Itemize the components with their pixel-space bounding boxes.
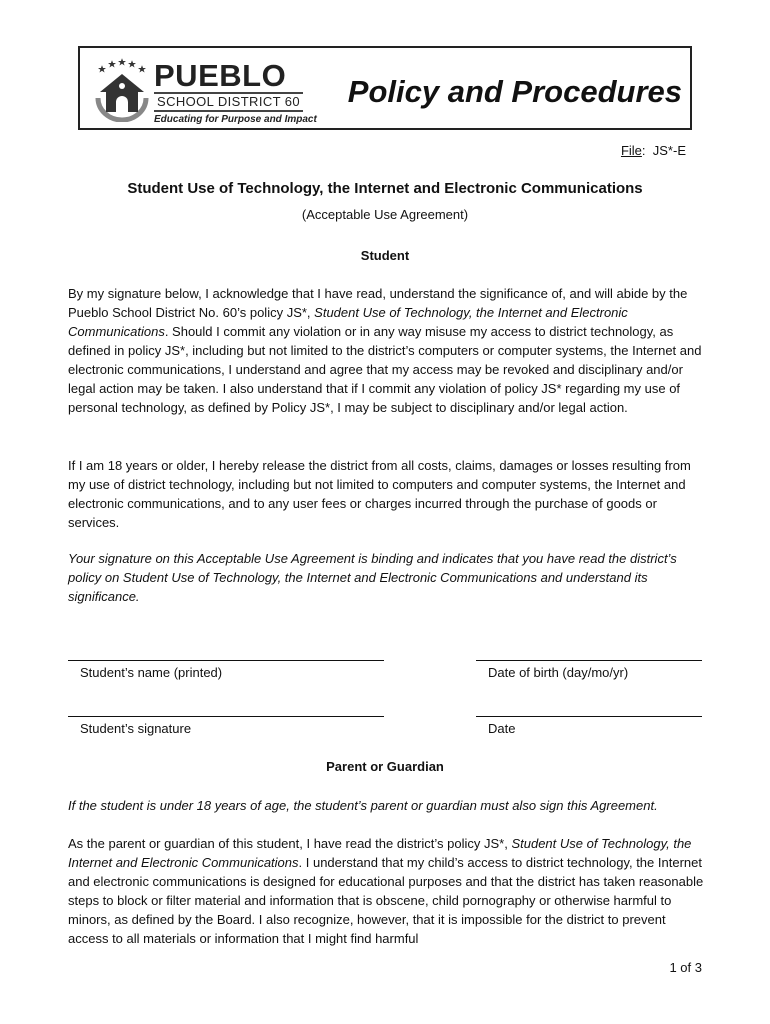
parent-requirement-notice: If the student is under 18 years of age, the student’s parent or guardian must also sign this Agreement. <box>68 798 658 813</box>
parent-section-heading: Parent or Guardian <box>326 759 444 774</box>
student-acknowledgement-paragraph <box>68 284 704 417</box>
parent-acknowledgement-paragraph <box>68 834 704 948</box>
file-reference-code: JS*-E <box>652 143 686 158</box>
parent-ack-text-a: As the parent or guardian of this student, I have read the district’s policy JS*, <box>68 836 512 851</box>
student-signature-label: Student’s signature <box>80 721 192 736</box>
document-header <box>78 46 692 130</box>
page-number: 1 of 3 <box>669 960 702 975</box>
logo-tagline: Educating for Purpose and Impact <box>154 114 317 125</box>
document-title: Student Use of Technology, the Internet and Electronic Communications <box>127 180 643 197</box>
file-reference-label: File <box>620 143 642 158</box>
school-building-icon <box>92 58 152 122</box>
parent-ack-policy-title: Student Use of Technology, the Internet and Electronic Communications <box>68 836 692 870</box>
document-subtitle: (Acceptable Use Agreement) <box>301 207 469 222</box>
student-name-label: Student’s name (printed) <box>80 665 223 680</box>
student-name-line[interactable] <box>68 660 384 661</box>
logo-wordmark: PUEBLO <box>154 58 287 93</box>
district-logo <box>92 58 317 125</box>
logo-district-name: SCHOOL DISTRICT 60 <box>154 92 303 112</box>
student-section-heading: Student <box>360 248 410 263</box>
student-ack-policy-title: Student Use of Technology, the Internet and Electronic Communications <box>68 305 628 339</box>
file-reference: File: JS*-E <box>620 143 686 158</box>
student-ack-text-a: By my signature below, I acknowledge that I have read, understand the significance of, and will abide by the Pueblo School District No. 60’s policy JS*, <box>68 286 688 320</box>
date-of-birth-label: Date of birth (day/mo/yr) <box>488 665 629 680</box>
student-ack-text-b: . Should I commit any violation or in any way misuse my access to district technology, as defined in policy JS*, including but not limited to the district’s computers or computer systems, the Internet and electronic communications, I understand and agree that my access may be revoked and disciplinary and/or legal action may be taken. I also understand that if I commit any violation of policy JS* regarding my use of personal technology, as defined by Policy JS*, I may be subject to disciplinary and/or legal action. <box>68 324 702 415</box>
header-title: Policy and Procedures <box>347 74 682 109</box>
date-of-birth-line[interactable] <box>476 660 702 661</box>
signature-date-label: Date <box>488 721 516 736</box>
release-paragraph: If I am 18 years or older, I hereby release the district from all costs, claims, damages or losses resulting from my use of district technology, including but not limited to computers and computer systems, the Internet and electronic communications, and to any user fees or charges incurred through the purchase of goods or services. <box>68 458 691 530</box>
parent-ack-text-b: . I understand that my child’s access to district technology, the Internet and electronic communications is designed for educational purposes and that the district has taken reasonable steps to block or filter material and information that is obscene, child pornography or otherwise harmful to minors, as defined by the Board. I also recognize, however, that it is impossible for the district to prevent access to all materials or information that I might find harmful <box>68 855 704 946</box>
signature-date-line[interactable] <box>476 716 702 717</box>
student-signature-line[interactable] <box>68 716 384 717</box>
binding-notice-paragraph: Your signature on this Acceptable Use Agreement is binding and indicates that you have read the district’s policy on Student Use of Technology, the Internet and Electronic Communications and understand its significance. <box>68 551 677 604</box>
